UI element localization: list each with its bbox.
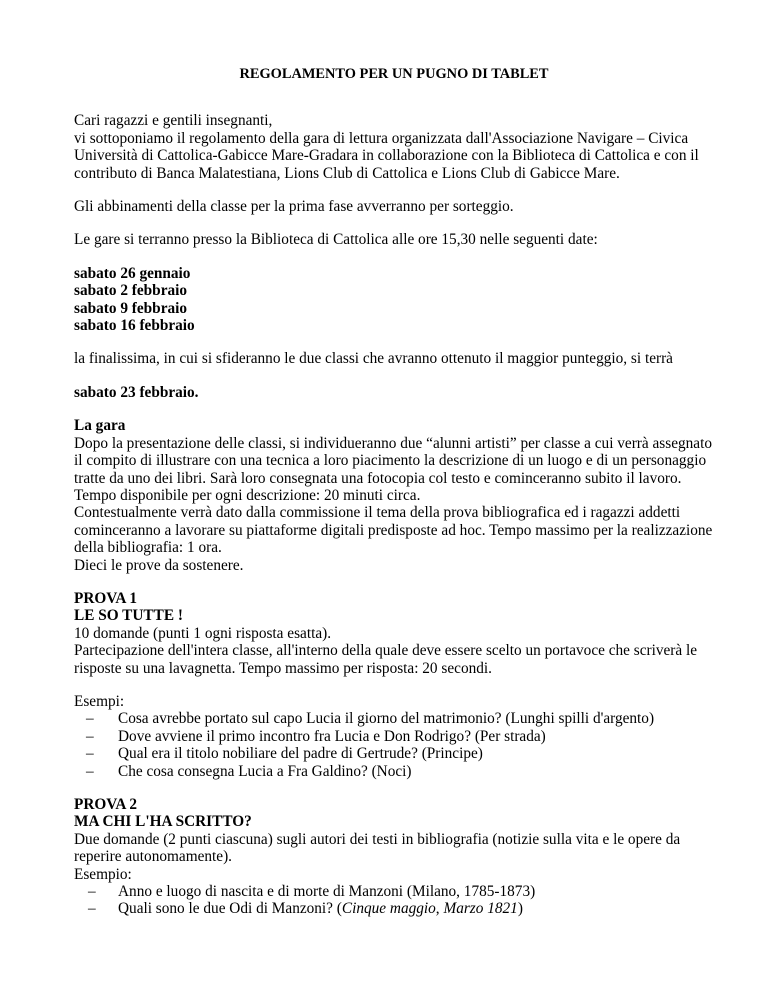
date-item: sabato 26 gennaio: [74, 264, 191, 282]
gara-section: [74, 417, 714, 574]
dates-list: [74, 265, 714, 335]
gara-paragraph-3: Dieci le prove da sostenere.: [74, 556, 244, 574]
dash-bullet: –: [86, 762, 94, 780]
dash-bullet: –: [88, 883, 96, 901]
examples-label: Esempi:: [74, 692, 125, 710]
prova2-example-label: Esempio:: [74, 865, 132, 883]
final-intro: la finalissima, in cui si sfideranno le due classi che avranno ottenuto il maggior punteggio, si terrà: [74, 350, 673, 368]
date-item: sabato 9 febbraio: [74, 299, 188, 317]
prova2-heading: PROVA 2: [74, 796, 138, 813]
prova1-heading: PROVA 1: [74, 589, 138, 607]
date-item: sabato 2 febbraio: [74, 282, 188, 300]
prova1-section: [74, 590, 714, 677]
dates-intro: Le gare si terranno presso la Biblioteca di Cattolica alle ore 15,30 nelle seguenti date:: [74, 231, 598, 249]
prova2-subheading: MA CHI L'HA SCRITTO?: [74, 813, 252, 831]
examples-list: [74, 710, 714, 780]
list-item: [74, 710, 714, 727]
dash-bullet: –: [86, 745, 94, 763]
prova1-subheading: LE SO TUTTE !: [74, 607, 183, 625]
list-item: [74, 900, 714, 917]
list-item: [74, 883, 714, 900]
separator: ,: [435, 900, 444, 918]
prova2-section: [74, 796, 714, 918]
example-text: Qual era il titolo nobiliare del padre di Gertrude? (Principe): [118, 745, 483, 763]
list-item: [74, 745, 714, 762]
prova2-examples-list: [74, 883, 714, 918]
work-title: Cinque maggio: [341, 900, 436, 918]
example-text-suffix: ): [517, 900, 523, 918]
prova1-line-1: 10 domande (punti 1 ogni risposta esatta).: [74, 624, 332, 642]
list-item: [74, 728, 714, 745]
example-text-prefix: Quali sono le due Odi di Manzoni? (: [118, 900, 342, 918]
document-title: REGOLAMENTO PER UN PUGNO DI TABLET: [239, 66, 549, 82]
prova1-line-2: Partecipazione dell'intera classe, all'interno della quale deve essere scelto un portavoce che scriverà le risposte su una lavagnetta. Tempo massimo per risposta: 20 secondi.: [74, 642, 698, 677]
gara-paragraph-2: Contestualmente verrà dato dalla commissione il tema della prova bibliografica ed i ragazzi addetti cominceranno a lavorare su piattaforme digitali predisposte ad hoc. Tempo massimo per la realizzazione della bibliografia: 1 ora.: [74, 504, 713, 557]
final-date: sabato 23 febbraio.: [74, 383, 199, 401]
example-text: Dove avviene il primo incontro fra Lucia e Don Rodrigo? (Per strada): [118, 727, 546, 745]
document-page: [74, 66, 714, 918]
list-item: [74, 763, 714, 780]
gara-heading: La gara: [74, 417, 126, 435]
dash-bullet: –: [86, 710, 94, 728]
dash-bullet: –: [86, 727, 94, 745]
intro-paragraph: vi sottoponiamo il regolamento della gara di lettura organizzata dall'Associazione Navigare – Civica Università di Cattolica-Gabicce Mare-Gradara in collaborazione con la Biblioteca di Cattolica e con il contributo di Banca Malatestiana, Lions Club di Cattolica e Lions Club di Gabicce Mare.: [74, 129, 699, 182]
example-text: Che cosa consegna Lucia a Fra Galdino? (Noci): [118, 762, 412, 780]
pairing-paragraph: Gli abbinamenti della classe per la prima fase avverranno per sorteggio.: [74, 198, 514, 216]
gara-paragraph-1: Dopo la presentazione delle classi, si individueranno due “alunni artisti” per classe a cui verrà assegnato il compito di illustrare con una tecnica a loro piacimento la descrizione di un luogo e di un personaggio tratte da uno dei libri. Sarà loro consegnata una fotocopia col testo e cominceranno subito il lavoro. Tempo disponibile per ogni descrizione: 20 minuti circa.: [74, 434, 712, 504]
example-text: Anno e luogo di nascita e di morte di Manzoni (Milano, 1785-1873): [118, 883, 536, 901]
dash-bullet: –: [88, 900, 96, 918]
work-title: Marzo 1821: [443, 900, 518, 918]
greeting: Cari ragazzi e gentili insegnanti,: [74, 112, 273, 130]
prova2-line-1: Due domande (2 punti ciascuna) sugli autori dei testi in bibliografia (notizie sulla vita e le opere da reperire autonomamente).: [74, 830, 681, 866]
date-item: sabato 16 febbraio: [74, 317, 195, 335]
example-text: Cosa avrebbe portato sul capo Lucia il giorno del matrimonio? (Lunghi spilli d'argento): [118, 710, 655, 728]
